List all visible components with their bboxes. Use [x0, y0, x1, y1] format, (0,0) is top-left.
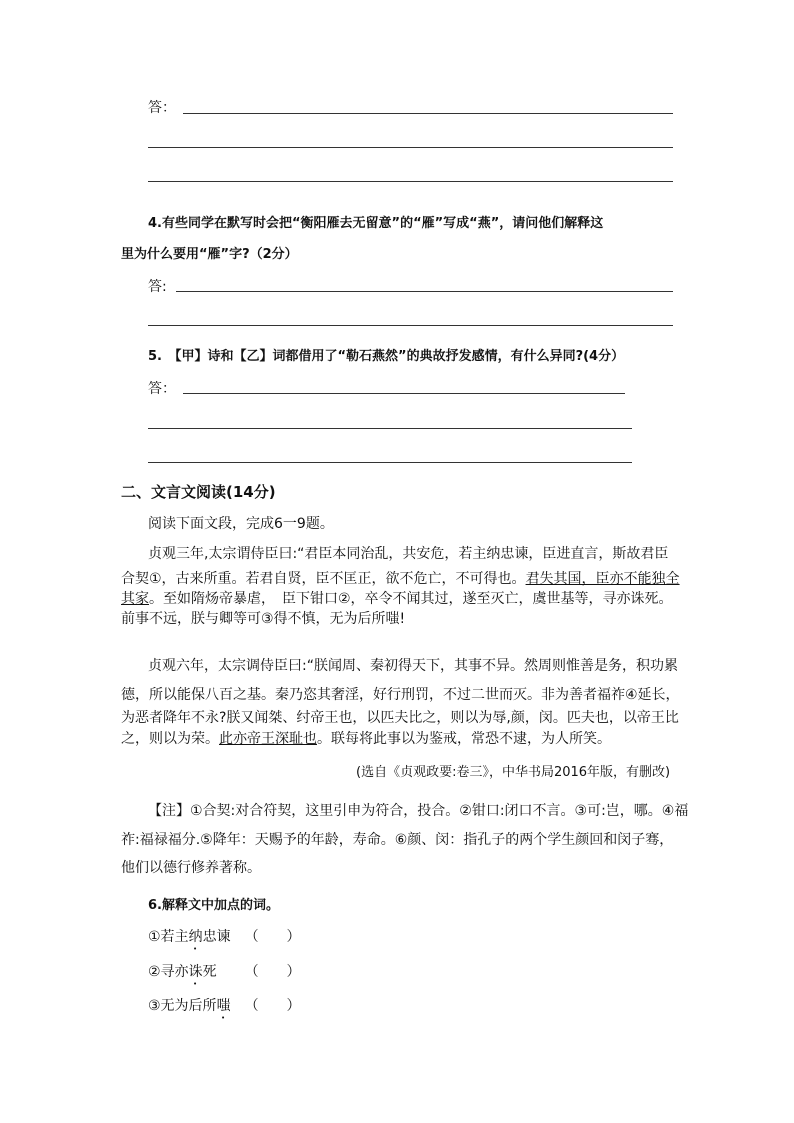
q6-item-1: ①若主纳忠谏 （ ） — [148, 929, 301, 945]
passage2-line-1: 贞观六年，太宗调侍臣曰:“朕闻周、秦初得天下，其事不异。然周则惟善是务，积功累 — [148, 658, 678, 674]
notes-line-2: 祚:福禄福分.⑤降年：天赐予的年龄，寿命。⑥颜、闵：指孔子的两个学生颜回和闵子骞， — [121, 832, 674, 848]
passage1-line-3: 其家。至如隋炀帝暴虐， 臣下钳口②，卒令不闻其过，遂至灭亡，虞世基等，寻亦诛死。 — [121, 591, 673, 607]
passage2-line-3: 为恶者降年不永?朕又闻桀、纣帝王也，以匹夫比之，则以为辱,颜，闵。匹夫也，以帝王比 — [121, 710, 679, 726]
q6-dotted-word: 诛 — [188, 964, 203, 980]
notes-line-1: 【注】①合契:对合符契，这里引申为符合，投合。②钳口:闭口不言。③可:岂，哪。④福 — [148, 803, 689, 819]
q5-question: 5. 【甲】诗和【乙】词都借用了“勒石燕然”的典故抒发感情，有什么异同?(4分） — [148, 349, 625, 364]
q6-item-3: ③无为后所嗤 （ ） — [148, 998, 301, 1014]
q5-answer-line-1[interactable] — [183, 393, 625, 394]
passage2-line-4: 之，则以为荣。此亦帝王深耻也。联每将此事以为鉴戒，常恐不逮，为人所笑。 — [121, 731, 611, 747]
q4-answer-label: 答: — [148, 279, 167, 295]
q4-answer-line-2[interactable] — [148, 325, 673, 326]
passage2-line-2: 德，所以能保八百之基。秦乃恣其奢淫，好行刑罚，不过二世而灭。非为善者福祚④延长， — [121, 687, 680, 703]
q3-answer-line-1[interactable] — [183, 113, 673, 114]
q4-answer-line-1[interactable] — [176, 291, 673, 292]
q6-answer-blank[interactable]: （ ） — [244, 929, 301, 945]
q3-answer-label: 答： — [148, 100, 176, 116]
q5-answer-label: 答： — [148, 381, 176, 397]
q6-answer-blank[interactable]: （ ） — [244, 998, 301, 1014]
q3-answer-line-2[interactable] — [148, 147, 673, 148]
q4-question-line-1: 4.有些同学在默写时会把“衡阳雁去无留意”的“雁”写成“燕”，请问他们解释这 — [148, 216, 604, 231]
q3-answer-line-3[interactable] — [148, 181, 673, 182]
passage1-line-2: 合契①，古来所重。若君自贤，臣不匡正，欲不危亡，不可得也。君失其国，臣亦不能独全 — [121, 571, 680, 587]
q6-dotted-word: 嗤 — [216, 998, 231, 1014]
q4-question-line-2: 里为什么要用“雁”字?（2分） — [121, 247, 298, 262]
passage1-underlined-sentence: 君失其国，臣亦不能独全 — [525, 571, 680, 587]
section-heading: 二、文言文阅读(14分) — [121, 483, 276, 501]
passage1-line-4: 前事不远，朕与卿等可③得不慎，无为后所嗤! — [121, 611, 406, 627]
source-citation: (选自《贞观政要:卷三》，中华书局2016年版，有删改) — [356, 765, 671, 780]
passage1-underlined-sentence-end: 其家 — [121, 591, 149, 607]
q5-answer-line-2[interactable] — [148, 428, 632, 429]
q5-answer-line-3[interactable] — [148, 462, 632, 463]
passage2-underlined-sentence: 此亦帝王深耻也 — [219, 731, 317, 747]
q6-item-2: ②寻亦诛死 （ ） — [148, 964, 301, 980]
q6-dotted-word: 纳 — [188, 929, 203, 945]
reading-instruction: 阅读下面文段，完成6一9题。 — [148, 516, 334, 532]
q6-answer-blank[interactable]: （ ） — [244, 964, 301, 980]
notes-line-3: 他们以德行修养著称。 — [121, 860, 261, 876]
passage1-line-1: 贞观三年,太宗谓侍臣曰:“君臣本同治乱，共安危，若主纳忠谏，臣进直言，斯故君臣 — [148, 546, 669, 562]
q6-title: 6.解释文中加点的词。 — [148, 898, 279, 913]
